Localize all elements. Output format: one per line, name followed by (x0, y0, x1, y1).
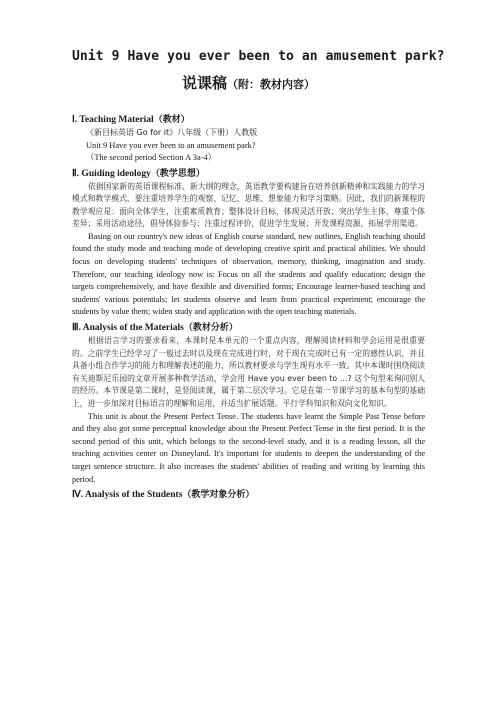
section-analysis-materials (72, 322, 425, 486)
section-analysis-students (72, 489, 425, 502)
section-heading: Ⅰ. Teaching Material（教材） (72, 115, 190, 125)
section-teaching-material (72, 114, 425, 165)
subtitle-note: （附：教材内容） (227, 78, 315, 91)
document-title: Unit 9 Have you ever been to an amusement park? (72, 49, 445, 64)
paragraph-english: This unit is about the Present Perfect Tense. The students have learnt the Simple Past Tense before and they also got some perceptual knowledge about the Present Perfect Tense in the first period. It is the second period of this unit, which belongs to the second-level study, and it is a reading lesson, all the teaching activities center on Disneyland. It's important for students to deepen the understanding of the target sentence structure. It also increases the students' abilities of reading and writing by learning this period. (72, 411, 425, 484)
paragraph-english: Basing on our country's new ideas of English course standard, new outlines, English teaching should found the study mode and teaching mode of developing creative spirit and practical abilities. We should focus on developing students' techniques of observation, memory, thinking, imagination and study. Therefore, our teaching ideology now is: Focus on all the students and qualify education; design the targets comprehensively, and have flexible and diversified forms; Encourage learner-based teaching and students' various potentials; let students observe and learn from practical experiment; encourage the students by value them; widen study and application with the open teaching materials. (72, 231, 425, 317)
material-line-period: （The second period Section A 3a-4） (86, 153, 217, 162)
section-guiding-ideology (72, 168, 425, 320)
section-heading: Ⅲ. Analysis of the Materials（教材分析） (72, 323, 238, 334)
section-heading: Ⅱ. Guiding ideology（教学思想） (72, 168, 205, 179)
paragraph-chinese: 依据国家新的英语课程标准、新大纲的理念，英语教学要构建旨在培养创新精神和实践能力的学习模式和教学模式，要注重培养学生的观察、记忆、思维、想象能力和学习策略。因此，我们的新课程的教学观应是：面向全体学生，注重素质教育；整体设计目标，体现灵活开放；突出学生主体，尊重个体差异；采用活动途径，倡导体验参与；注重过程评价，促进学生发展；开发课程资源，拓展学用渠道。 (72, 181, 425, 229)
material-line-textbook: 《新目标英语 Go for it》八年级（下册）人教版 (86, 128, 258, 137)
subtitle-main: 说课稿 (181, 74, 227, 92)
material-lines (72, 127, 425, 165)
material-line-unit: Unit 9 Have you ever been to an amusement park? (86, 140, 256, 150)
paragraph-chinese: 根据语言学习的要求看来，本课时是本单元的一个重点内容，理解阅读材料和学会运用是很重要的。之前学生已经学习了一般过去时以及现在完成进行时，对于现在完成时已有一定的感性认识，并且具备小组合作学习的能力和理解表述的能力，所以教材要求与学生现有水平一致。其中本课时围绕阅读有关迪斯尼乐园的文章开展多种教学活动，学会用 Have you ever been to …? 这个句型来询问别人的经历。本节课是第二课时，是竖阅读课，属于第二层次学习。它是在第一节课学习的基本句型的基础上，进一步加深对目标语言的理解和运用，并适当扩展话题。平行学科知识和双向文化知识。 (72, 336, 425, 408)
document-subtitle (72, 72, 425, 93)
section-heading: Ⅳ. Analysis of the Students（教学对象分析） (72, 490, 255, 501)
